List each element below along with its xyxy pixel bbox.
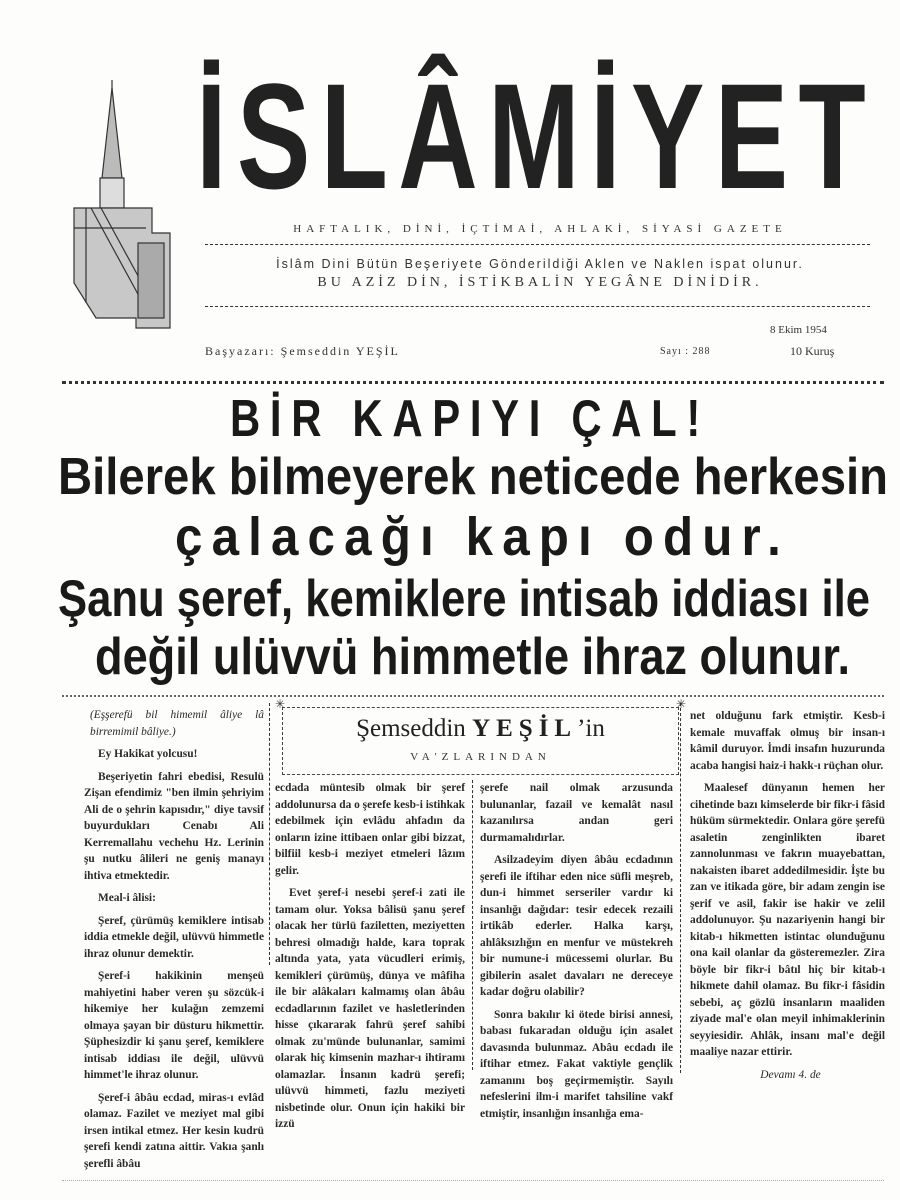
- paragraph: şerefe nail olmak arzusunda bulunanlar, fazail ve kemalât nasıl kazanılırsa andan geri durmamalıdırlar.: [480, 782, 673, 844]
- issue-date: 8 Ekim 1954: [770, 324, 827, 336]
- divider: [62, 1180, 884, 1181]
- headline-line-4: Şanu şeref, kemiklere intisab iddiası ile: [58, 570, 870, 628]
- paragraph: Şeref-i hakikinin menşeü mahiyetini haber veren şu sözcük-i hikemiye her kulağın zemzemi olmaya şayan bir düsturu hikmettir. Şüphesizdir ki şanu şeref, kemiklere intisab iddiası ile değil, ulüvvü himmet'le ihraz olunur.: [84, 970, 264, 1081]
- column-divider: [680, 703, 681, 1073]
- feature-box: [275, 697, 686, 775]
- paragraph: Meal-i âlisi:: [98, 892, 156, 904]
- issue-number: Sayı : 288: [660, 346, 711, 357]
- paragraph: Asilzadeyim diyen âbâu ecdadının şerefi ile iftihar eden nice süfli meşreb, dun-i himmet serseriler vardır ki insanlığı dağıdar: tesir edecek rezaili irtikâb ederler. Halka karşı, ahlâksızlığın en menfur ve müstekreh bir numune-i mücessemi olurlar. Bu gibilerin asalet davaları ne dereceye kadar doğru olabilir?: [480, 854, 673, 998]
- masthead-tagline: HAFTALIK, DİNİ, İÇTİMAİ, AHLAKİ, SİYASİ GAZETE: [293, 223, 787, 235]
- masthead-title: İSLÂMİYET: [196, 52, 876, 220]
- masthead-subtitle: İslâm Dini Bütün Beşeriyete Gönderildiği Aklen ve Naklen ispat olunur.: [276, 257, 804, 271]
- price: 10 Kuruş: [790, 344, 835, 358]
- star-ornament-icon: ✳: [275, 697, 286, 711]
- editor-byline: Başyazarı: Şemseddin YEŞİL: [205, 344, 400, 358]
- feature-author: Şemseddin YEŞİL’in: [356, 715, 605, 742]
- article-column-4: [690, 708, 885, 1089]
- minbar-illustration: [66, 78, 176, 338]
- headline-main: BİR KAPIYI ÇAL!: [230, 390, 710, 448]
- paragraph: net olduğunu fark etmiştir. Kesb-i kemale muvaffak olmuş bir insan-ı kâmil duruyor. İmdi insafın huzurunda acaba hangisi haiz-i hakk-ı rüçhan olur.: [690, 710, 885, 772]
- article-column-3: [480, 780, 673, 1128]
- headline-line-2: Bilerek bilmeyerek neticede herkesin: [58, 448, 888, 506]
- paragraph: Ey Hakikat yolcusu!: [98, 748, 198, 760]
- paragraph: Sonra bakılır ki ötede birisi annesi, babası fukaradan olduğu için asalet davasında bulunmaz. Abâu ecdadı ile iftihar etmez. Fakat vaktiyle gençlik zamanını boş geçirmemiştir. Sayılı nefeslerini ilm-i marifet tahsiline vakf etmiştir, insanlığın insanlığa ema-: [480, 1008, 673, 1120]
- divider: [205, 306, 870, 307]
- divider: [62, 695, 884, 697]
- divider: [62, 381, 884, 384]
- headline-line-3: çalacağı kapı odur.: [175, 507, 790, 567]
- paragraph: Maalesef dünyanın hemen her cihetinde bazı kimselerde bir fikr-i fâsid hüküm sürmektedir. Onlara göre şerefü asaletin zenginlikten ibaret zannolunması ve fakrın muayebattan, nakaisten ibaret addedilmesidir. İşte bu zan ve itikada göre, bir adam zengin ise şerif ve asil, fakir ise hakir ve zelil addolunuyor. Şu nazariyenin hangi bir kitab-ı hikmetten istintac olunduğunu ona kail olanlar da gösteremezler. Zira böyle bir fikr-i bâtıl hiç bir kitab-ı hikmete dahil olamaz. Bu fikr-i fâsidin sebebi, aç gözlü insanların maaliden ziyade mal'e olan meyil inhimaklerinin seyyiesidir. Ahlâk, insanı mal'e değil maaliye nazar ettirir.: [690, 782, 885, 1058]
- headline-line-5: değil ulüvvü himmetle ihraz olunur.: [95, 628, 850, 686]
- paragraph: ecdada müntesib olmak bir şeref addolunursa da o şerefe kesb-i istihkak edebilmek için evlâdu ahfadın da onların izine ittibaen onlar gibi bizzat, bilfiil kesb-i meziyet etmeleri lâzım gelir.: [275, 782, 465, 877]
- paragraph: Şeref, çürümüş kemiklere intisab iddia etmekle değil, ulüvvü himmetle ihraz olunur demektir.: [84, 914, 264, 960]
- feature-label: VA'ZLARINDAN: [410, 751, 551, 763]
- star-ornament-icon: ✳: [675, 697, 686, 711]
- masthead-motto: BU AZİZ DİN, İSTİKBALİN YEGÂNE DİNİDİR.: [317, 275, 763, 290]
- continued-note: Devamı 4. de: [760, 1068, 821, 1081]
- quote: (Eşşerefü bil himemil âliye lâ birremimil bâliye.): [90, 709, 264, 738]
- paragraph: Beşeriyetin fahri ebedisi, Resulü Zişan efendimiz "ben ilmin şehriyim Ali de o şehrin kapısıdır," diye tavsif buyurdukları Cenabı Ali Kerremallahu vechehu Hz. Lerinin şu nutku âlileri ne geniş manayı ihtiva etmektedir.: [84, 770, 264, 882]
- divider: [205, 244, 870, 245]
- column-divider: [472, 780, 473, 1070]
- paragraph: Şeref-i âbâu ecdad, miras-ı evlâd olamaz. Fazilet ve meziyet mal gibi irsen intikal etmez. Her kesin kudrü şerefi kendi zatına aittir. Vakıa şanlı şerefli âbâu: [84, 1091, 264, 1170]
- paragraph: Evet şeref-i nesebi şeref-i zati ile tamam olur. Yoksa bâlisü şanu şeref olacak her türlü faziletten, meziyetten behresi olmadığı halde, kara toprak altında yata, yata vücudleri erimiş, kemikleri çürümüş, dünya ve mâfiha ile bir alâkaları kalmamış olan âbâu ecdadlarının fazilet ve hasletlerinden hisse çıkararak fahrü şeref sahibi olmak zu'münde bulunanlar, samimi olarak hiç kimsenin mazhar-ı ihtiramı olamazlar. İnsanın kadrü şerefi; ulüvvü himmeti, fazlu meziyeti nisbetinde olur. Onun için hakiki bir izzü: [275, 887, 465, 1130]
- article-column-2: [275, 780, 465, 1139]
- article-column-1: [84, 707, 264, 1178]
- column-divider: [269, 703, 270, 965]
